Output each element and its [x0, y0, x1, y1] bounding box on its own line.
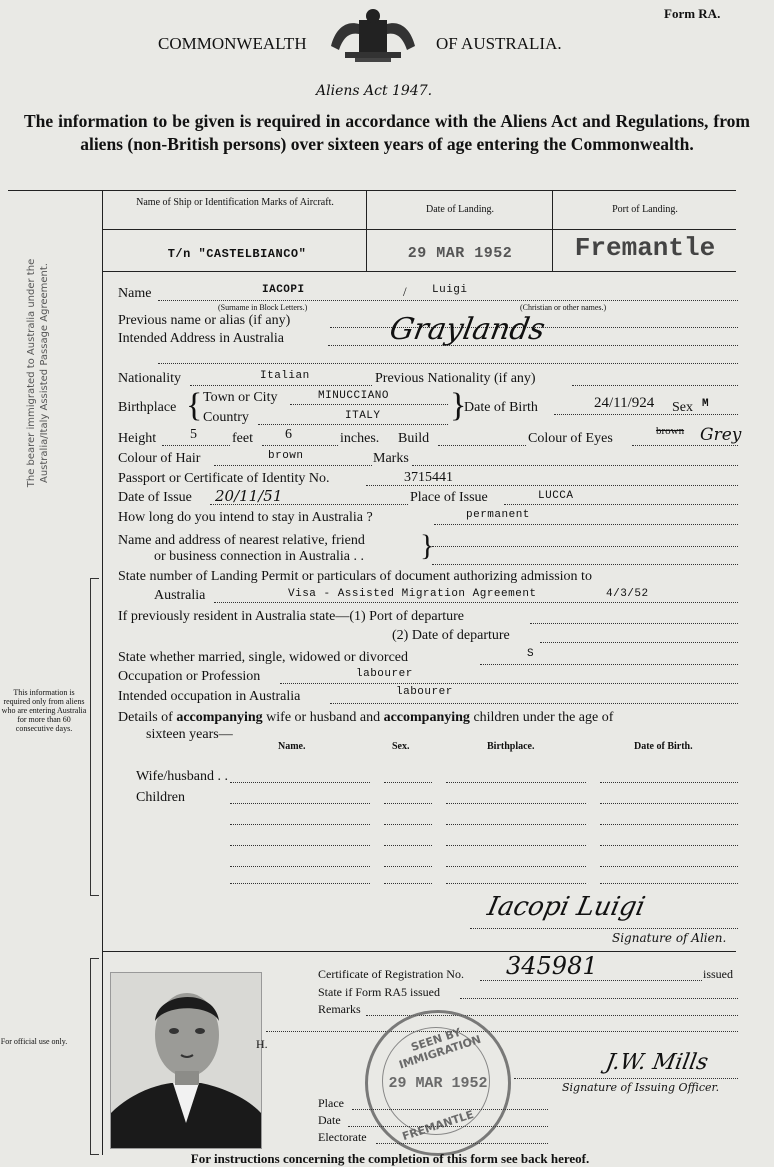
intended-occ-value: labourer [396, 686, 453, 698]
build-label: Build [398, 431, 430, 446]
cert-no-value: 345981 [506, 952, 598, 980]
passport-label: Passport or Certificate of Identity No. [118, 471, 330, 486]
sex-value: M [702, 398, 710, 410]
accomp-label-1: Details of accompanying wife or husband and accompanying children under the age of [118, 710, 614, 725]
hair-label: Colour of Hair [118, 451, 201, 466]
country-value: ITALY [345, 410, 381, 422]
side-bracket-2 [90, 958, 99, 1155]
date-label: Date [318, 1113, 341, 1127]
issued-label: issued [703, 967, 733, 981]
marital-label: State whether married, single, widowed or divorced [118, 650, 409, 665]
photo [110, 972, 262, 1149]
officer-signature: J.W. Mills [603, 1050, 711, 1075]
given-name-value: Luigi [432, 284, 468, 296]
prev-resident-label: If previously resident in Australia state—(1) Port of departure [118, 609, 465, 624]
sex-label: Sex [672, 400, 693, 415]
date-col-header: Date of Landing. [425, 204, 495, 215]
officer-label: Signature of Issuing Officer. [562, 1081, 720, 1094]
eyes-value: Grey [700, 425, 742, 445]
col-birthplace-header: Birthplace. [487, 741, 535, 752]
dob-label: Date of Birth [464, 400, 538, 415]
issue-date-label: Date of Issue [118, 490, 192, 505]
feet-label: feet [232, 431, 253, 446]
stamp-date: 29 MAR 1952 [388, 1075, 488, 1092]
landing-date-stamp: 29 MAR 1952 [407, 245, 513, 262]
place-label: Place [318, 1096, 344, 1110]
relative-label-1: Name and address of nearest relative, friend [118, 533, 365, 548]
permit-label-2: Australia [154, 588, 206, 603]
surname-value: IACOPI [262, 284, 305, 296]
side-bracket [90, 578, 99, 896]
stay-label: How long do you intend to stay in Australia ? [118, 510, 373, 525]
ship-value: T/n "CASTELBIANCO" [167, 247, 307, 261]
stamp-top-text: SEEN BY IMMIGRATION [397, 1025, 483, 1072]
signature-label: Signature of Alien. [612, 931, 727, 945]
issue-place-label: Place of Issue [410, 490, 488, 505]
commonwealth-text: COMMONWEALTH [158, 34, 307, 53]
port-col-header: Port of Landing. [612, 204, 678, 215]
immigration-stamp [365, 1010, 511, 1156]
issue-date-value: 20/11/51 [215, 487, 283, 505]
permit-label-1: State number of Landing Permit or particulars of document authorizing admission to [118, 569, 592, 584]
name-slash: / [403, 284, 407, 299]
left-rule [102, 190, 103, 1155]
nationality-value: Italian [260, 370, 310, 382]
official-rule [102, 951, 736, 952]
cert-label: Certificate of Registration No. [318, 967, 464, 981]
official-note: For official use only. [0, 1037, 68, 1046]
prev-name-label: Previous name or alias (if any) [118, 313, 291, 328]
dob-value: 24/11/924 [594, 395, 655, 411]
address-label: Intended Address in Australia [118, 331, 285, 346]
col-name-header: Name. [278, 741, 306, 752]
town-value: MINUCCIANO [318, 390, 390, 402]
height-label: Height [118, 431, 157, 446]
alien-signature: Iacopi Luigi [484, 892, 648, 922]
stay-value: permanent [466, 509, 530, 521]
permit-date-value: 4/3/52 [606, 588, 649, 600]
surname-note: (Surname in Block Letters.) [218, 303, 308, 312]
height-in-value: 6 [285, 427, 292, 442]
issue-place-value: LUCCA [538, 490, 574, 502]
wife-label: Wife/husband . . [136, 769, 228, 784]
eyes-label: Colour of Eyes [528, 431, 613, 446]
remarks-label: Remarks [318, 1002, 361, 1016]
prev-nationality-label: Previous Nationality (if any) [375, 371, 536, 386]
town-label: Town or City [203, 390, 278, 405]
coat-of-arms-icon [325, 6, 421, 64]
nationality-label: Nationality [118, 371, 181, 386]
depart-date-label: (2) Date of departure [392, 628, 510, 643]
hair-value: brown [268, 450, 304, 462]
occupation-value: labourer [356, 668, 413, 680]
occupation-label: Occupation or Profession [118, 669, 261, 684]
passport-value: 3715441 [404, 470, 453, 485]
ra5-label: State if Form RA5 issued [318, 985, 440, 999]
children-label: Children [136, 790, 185, 805]
port-stamp: Fremantle [574, 233, 716, 263]
intended-occ-label: Intended occupation in Australia [118, 689, 301, 704]
christian-note: (Christian or other names.) [520, 303, 607, 312]
relative-label-2: or business connection in Australia . . [154, 549, 364, 564]
form-label: Form RA. [664, 6, 721, 21]
marital-value: S [527, 648, 535, 660]
side-stamp: The bearer immigrated to Australia under the Australia/Italy Assisted Passage Agreement. [26, 258, 50, 488]
address-value: Graylands [386, 312, 548, 347]
intro-text: The information to be given is required in accordance with the Aliens Act and Regulations, from aliens (non-British persons) over sixteen years of age entering the Commonwealth. [24, 111, 750, 154]
ship-table [102, 191, 736, 271]
inches-label: inches. [340, 431, 380, 446]
col-dob-header: Date of Birth. [634, 741, 693, 752]
footer-text: For instructions concerning the completion of this form see back hereof. [190, 1151, 590, 1166]
of-australia-text: OF AUSTRALIA. [436, 34, 562, 53]
name-label: Name [118, 286, 152, 301]
electorate-label: Electorate [318, 1130, 367, 1144]
marks-label: Marks [373, 451, 409, 466]
height-ft-value: 5 [190, 427, 197, 442]
eyes-struck-value: brown [656, 425, 685, 437]
country-label: Country [203, 410, 249, 425]
stamp-bottom-text: FREMANTLE [400, 1107, 476, 1144]
info-note: This information is required only from aliens who are entering Australia for more than 60 consecutive days. [1, 688, 87, 733]
ship-col-header: Name of Ship or Identification Marks of Aircraft. [136, 197, 334, 208]
col-sex-header: Sex. [392, 741, 410, 752]
act-title: Aliens Act 1947. [316, 83, 433, 99]
permit-value: Visa - Assisted Migration Agreement [288, 588, 537, 600]
accomp-label-2: sixteen years— [146, 727, 233, 742]
birthplace-label: Birthplace [118, 400, 177, 415]
